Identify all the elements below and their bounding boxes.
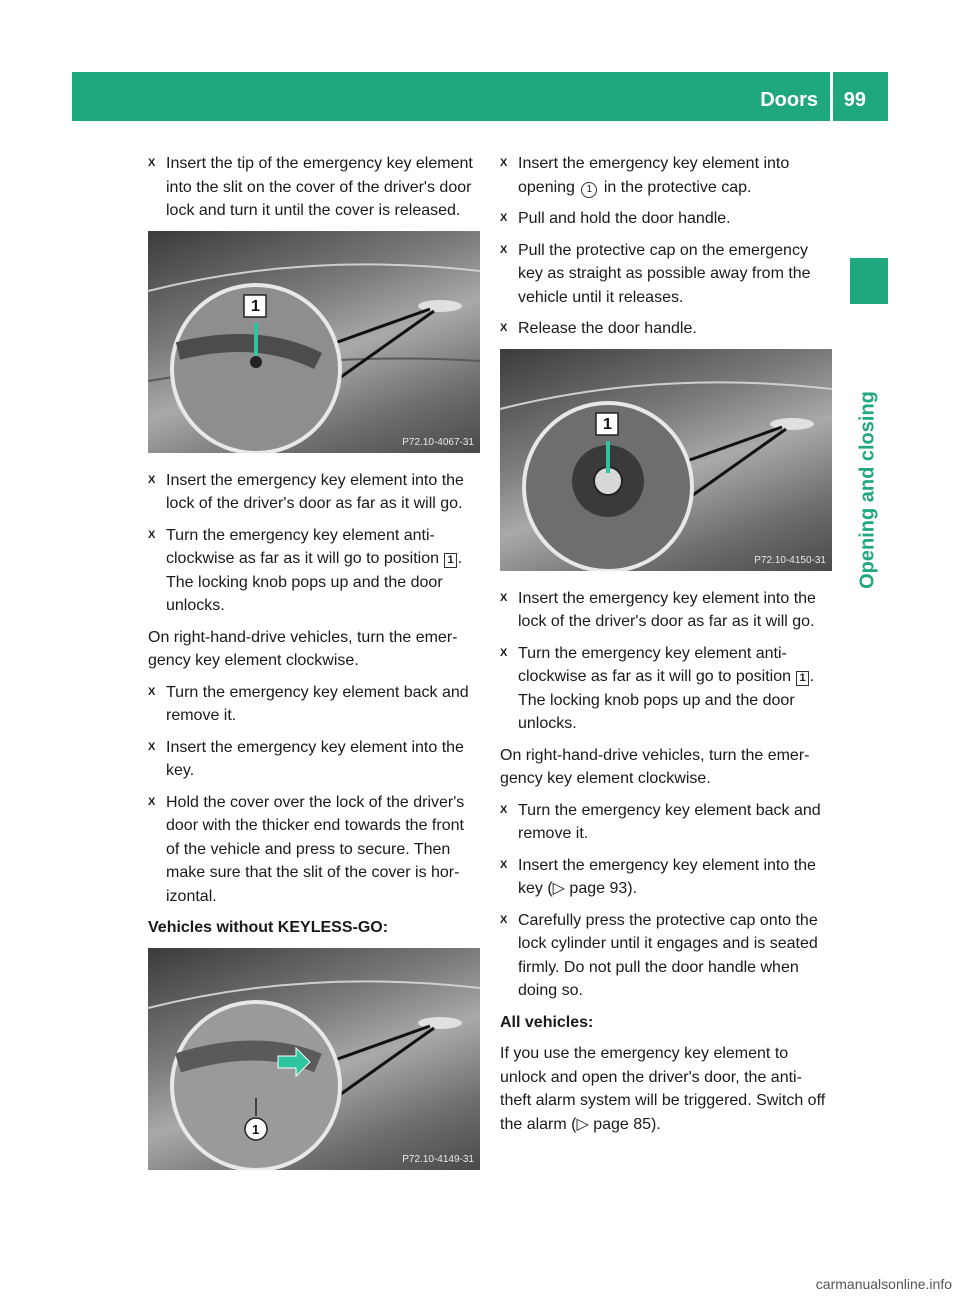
watermark: carmanualsonline.info: [815, 1275, 952, 1292]
door-lock-cover-illustration: [148, 231, 480, 453]
section-title: Doors: [760, 89, 818, 111]
step-marker-icon: X: [500, 157, 508, 169]
callout-number: 1: [603, 415, 612, 433]
right-column: [500, 152, 832, 1144]
note-text-with-page-link[interactable]: If you use the emergency key element to unlock and open the driver's door, the anti-theft alarm system will be triggered. Switch off the alarm (▷ page 85).: [500, 1045, 826, 1133]
instruction-step: [148, 152, 480, 223]
step-marker-icon: X: [500, 913, 508, 926]
instruction-step: [148, 524, 480, 618]
instruction-step: [500, 207, 832, 231]
chapter-label: Opening and closing: [856, 391, 879, 589]
step-marker-icon: X: [148, 685, 156, 698]
step-text: Pull the protective cap on the emergency key as straight as possible away from the vehicle until it releases.: [518, 241, 811, 306]
instruction-step: [148, 736, 480, 783]
step-text: Turn the emergency key element back and remove it.: [166, 683, 469, 724]
step-text: Insert the emergency key element into the lock of the driver's door as far as it will go.: [166, 471, 464, 512]
subheading: All vehicles:: [500, 1013, 594, 1031]
callout-number: 1: [251, 297, 260, 315]
instruction-step: [500, 642, 832, 736]
instruction-step: [500, 909, 832, 1003]
header-divider: [830, 72, 833, 121]
step-marker-icon: X: [148, 740, 156, 753]
figure-code: P72.10-4150-31: [754, 554, 826, 566]
step-text: Release the door handle.: [518, 320, 697, 337]
figure-door-lock-cover: [148, 231, 480, 453]
step-marker-icon: X: [148, 157, 156, 169]
opening-number-circle: 1: [581, 182, 597, 198]
instruction-step: [500, 799, 832, 846]
position-number-box: 1: [444, 553, 456, 568]
protective-cap-illustration: [148, 948, 480, 1170]
step-marker-icon: X: [500, 322, 508, 334]
instruction-step: [500, 239, 832, 310]
step-marker-icon: X: [148, 473, 156, 486]
instruction-step: [500, 317, 832, 341]
subheading: Vehicles without KEYLESS-GO:: [148, 919, 389, 936]
step-marker-icon: X: [500, 212, 508, 224]
step-text: Insert the emergency key element into opening: [518, 155, 790, 196]
step-marker-icon: X: [500, 591, 508, 604]
instruction-step: [148, 469, 480, 516]
step-marker-icon: X: [500, 646, 508, 659]
lock-cylinder-illustration: [500, 349, 832, 571]
instruction-step: [500, 152, 832, 199]
step-marker-icon: X: [500, 803, 508, 816]
step-text: Turn the emergency key element anti-clockwise as far as it will go to position: [518, 644, 796, 685]
step-text: Hold the cover over the lock of the driver's door with the thicker end towards the front of the vehicle and press to secure. Then make sure that the slit of the cover is hor-izontal.: [166, 793, 465, 905]
step-marker-icon: X: [500, 858, 508, 871]
figure-code: P72.10-4149-31: [402, 1153, 474, 1165]
figure-lock-cylinder: [500, 349, 832, 571]
step-marker-icon: X: [148, 795, 156, 808]
step-text: in the protective cap.: [599, 178, 752, 196]
step-text: Carefully press the protective cap onto the lock cylinder until it engages and is seated firmly. Do not pull the door handle when doing so.: [518, 911, 818, 999]
step-text-with-page-link[interactable]: Insert the emergency key element into the key (▷ page 93).: [518, 856, 816, 897]
step-text: Insert the emergency key element into the lock of the driver's door as far as it will go.: [518, 589, 816, 630]
side-tab-marker: [850, 258, 888, 304]
figure-protective-cap: [148, 948, 480, 1170]
step-text: Insert the emergency key element into the key.: [166, 738, 464, 779]
instruction-step: [148, 791, 480, 909]
step-text: Insert the tip of the emergency key element into the slit on the cover of the driver's door lock and turn it until the cover is released.: [166, 155, 473, 219]
instruction-step: [148, 681, 480, 728]
step-text: Pull and hold the door handle.: [518, 210, 731, 227]
step-marker-icon: X: [500, 243, 508, 256]
step-text: . The locking knob pops up and the door unlocks.: [166, 550, 463, 614]
note-text: On right-hand-drive vehicles, turn the emer-gency key element clockwise.: [500, 746, 810, 787]
left-column: [148, 152, 480, 1186]
position-number-box: 1: [796, 671, 808, 686]
note-text: On right-hand-drive vehicles, turn the emer-gency key element clockwise.: [148, 628, 458, 669]
step-text: Turn the emergency key element back and remove it.: [518, 801, 821, 842]
page-number: 99: [843, 89, 866, 111]
header-bar: [72, 72, 888, 121]
figure-code: P72.10-4067-31: [402, 436, 474, 448]
step-text: . The locking knob pops up and the door unlocks.: [518, 668, 815, 732]
instruction-step: [500, 854, 832, 901]
step-marker-icon: X: [148, 528, 156, 541]
callout-number: 1: [252, 1121, 260, 1137]
instruction-step: [500, 587, 832, 634]
step-text: Turn the emergency key element anti-clockwise as far as it will go to position: [166, 526, 444, 567]
